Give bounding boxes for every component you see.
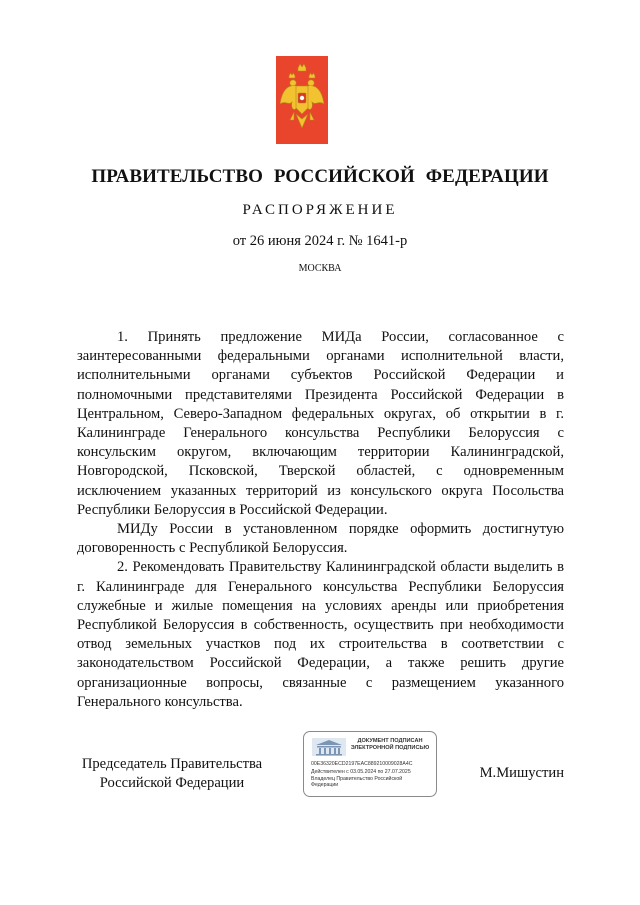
stamp-heading-line2: ЭЛЕКТРОННОЙ ПОДПИСЬЮ	[350, 745, 430, 751]
document-city: МОСКВА	[298, 263, 342, 274]
stamp-owner-line2: Федерации	[311, 782, 339, 788]
paragraph-1: 1. Принять предложение МИДа России, согласованное с заинтересованными федеральными органами исполнительной власти, исполнительными органами субъектов Российской Федерации и полномочными представителями Президента Российской Федерации в Центральном, Северо-Западном федеральных округах, об открытии в г. Калининграде Генерального консульства Республики Белоруссия с консульским округом, включающим территории Калининградской, Новгородской, Псковской, Тверской областей, с одновременным исключением указанных территорий из консульского округа Посольства Республики Белоруссия в Российской Федерации.	[77, 329, 564, 518]
document-date-number: от 26 июня 2024 г. № 1641-р	[232, 233, 408, 249]
stamp-heading	[346, 738, 434, 752]
signatory-name: М.Мишустин	[479, 765, 564, 781]
government-title: ПРАВИТЕЛЬСТВО РОССИЙСКОЙ ФЕДЕРАЦИИ	[91, 166, 549, 187]
government-building-icon	[312, 738, 346, 756]
document-body	[77, 328, 564, 712]
stamp-owner-line1: Владелец Правительство Российской	[311, 776, 403, 782]
signatory-position-line1: Председатель Правительства	[81, 756, 263, 772]
coat-of-arms-icon	[276, 56, 328, 144]
stamp-validity: Действителен с 03.05.2024 по 27.07.2025	[311, 769, 411, 775]
stamp-heading-line1: ДОКУМЕНТ ПОДПИСАН	[357, 738, 423, 744]
document-type: РАСПОРЯЖЕНИЕ	[242, 202, 398, 218]
paragraph-2: МИДу России в установленном порядке оформить достигнутую договоренность с Республикой Белоруссия.	[77, 521, 564, 557]
paragraph-3: 2. Рекомендовать Правительству Калининградской области выделить в г. Калининграде для Генерального консульства Республики Белоруссия служебные и жилые помещения на условиях аренды или приобретения Республикой Белоруссия в собственность, осуществить при необходимости отвод земельных участков под их строительства в соответствии с законодательством Российской Федерации, а также решить другие организационные вопросы, связанные с размещением указанного Генерального консульства.	[77, 559, 564, 710]
signatory-position-line2: Российской Федерации	[99, 775, 245, 791]
signatory-position	[77, 755, 267, 793]
electronic-signature-stamp	[303, 731, 437, 797]
stamp-certificate: 00E36320ECD2197EAC889210009028A4C	[311, 761, 413, 767]
